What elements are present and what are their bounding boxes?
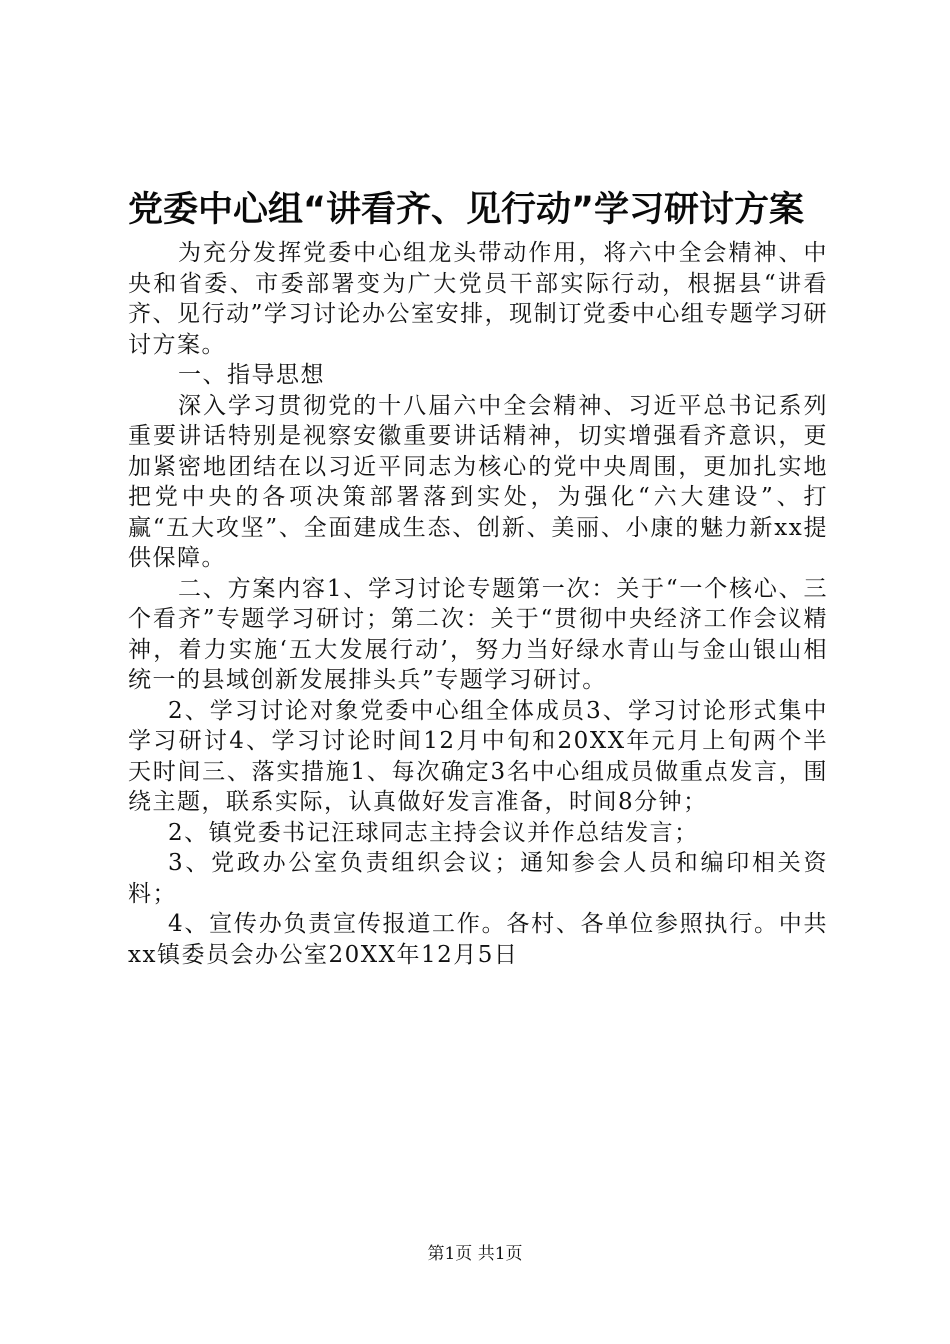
document-body — [128, 238, 828, 970]
page-footer: 第1页 共1页 — [427, 1244, 523, 1264]
paragraph-discussion-details: 2、学习讨论对象党委中心组全体成员3、学习讨论形式集中学习研讨4、学习讨论时间12月中旬和20XX年元月上旬两个半天时间三、落实措施1、每次确定3名中心组成员做重点发言，围绕主题，联系实际，认真做好发言准备，时间8分钟； — [128, 697, 828, 815]
paragraph-plan-content: 二、方案内容1、学习讨论专题第一次：关于“一个核心、三个看齐”专题学习研讨；第二次：关于“贯彻中央经济工作会议精神，着力实施‘五大发展行动’，努力当好绿水青山与金山银山相统一的县域创新发展排头兵”专题学习研讨。 — [128, 575, 828, 693]
paragraph-intro: 为充分发挥党委中心组龙头带动作用，将六中全会精神、中央和省委、市委部署变为广大党员干部实际行动，根据县“讲看齐、见行动”学习讨论办公室安排，现制订党委中心组专题学习研讨方案。 — [128, 240, 828, 358]
heading-guiding-ideology: 一、指导思想 — [178, 362, 325, 388]
paragraph-office-organize: 3、党政办公室负责组织会议；通知参会人员和编印相关资料； — [128, 850, 828, 907]
paragraph-secretary-host: 2、镇党委书记汪球同志主持会议并作总结发言； — [168, 819, 699, 846]
paragraph-guiding-ideology: 深入学习贯彻党的十八届六中全会精神、习近平总书记系列重要讲话特别是视察安徽重要讲话精神，切实增强看齐意识，更加紧密地团结在以习近平同志为核心的党中央周围，更加扎实地把党中央的各项决策部署落到实处，为强化“六大建设”、打赢“五大攻坚”、全面建成生态、创新、美丽、小康的魅力新xx提供保障。 — [128, 392, 828, 571]
paragraph-publicity-signoff: 4、宣传办负责宣传报道工作。各村、各单位参照执行。中共xx镇委员会办公室20XX年12月5日 — [128, 911, 828, 968]
document-title: 党委中心组“讲看齐、见行动”学习研讨方案 — [128, 190, 805, 230]
